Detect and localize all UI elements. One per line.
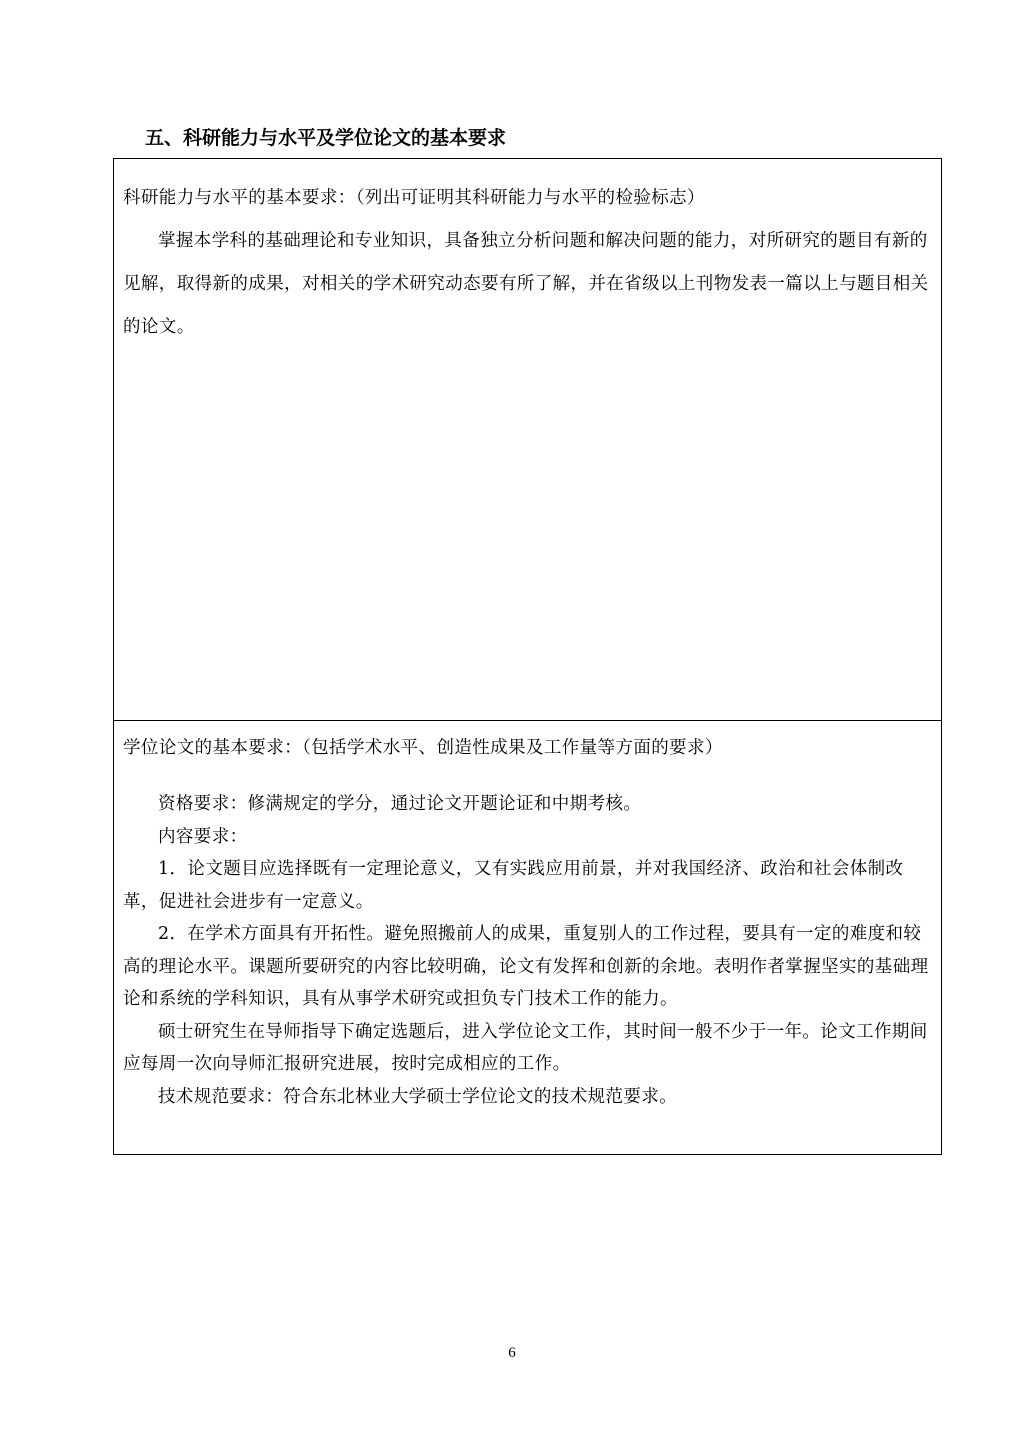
section-title: 五、科研能力与水平及学位论文的基本要求 [145,127,507,149]
content-requirements-heading: 内容要求： [158,826,248,847]
research-requirements-label: 科研能力与水平的基本要求：（列出可证明其科研能力与水平的检验标志） [123,188,705,208]
supervision-requirements: 硕士研究生在导师指导下确定选题后，进入学位论文工作，其时间一般不少于一年。论文工作期间应每周一次向导师汇报研究进展，按时完成相应的工作。 [123,1021,928,1074]
row-divider [114,720,941,721]
research-requirements-cell [123,177,935,349]
content-requirement-item-2: 2．在学术方面具有开拓性。避免照搬前人的成果，重复别人的工作过程，要具有一定的难度和较高的理论水平。课题所要研究的内容比较明确，论文有发挥和创新的余地。表明作者掌握坚实的基础理论和系统的学科知识，具有从事学术研究或担负专门技术工作的能力。 [123,924,929,1009]
technical-standard-requirements: 技术规范要求：符合东北林业大学硕士学位论文的技术规范要求。 [158,1086,678,1107]
research-requirements-content: 掌握本学科的基础理论和专业知识，具备独立分析问题和解决问题的能力，对所研究的题目有新的见解，取得新的成果，对相关的学术研究动态要有所了解，并在省级以上刊物发表一篇以上与题目相关的论文。 [123,231,929,337]
page-number: 6 [508,1345,516,1361]
qualification-requirements: 资格要求：修满规定的学分，通过论文开题论证和中期考核。 [158,794,642,814]
requirements-table [113,158,942,1155]
thesis-requirements-label: 学位论文的基本要求：（包括学术水平、创造性成果及工作量等方面的要求） [123,738,723,758]
thesis-requirements-cell [123,734,935,1113]
content-requirement-item-1: 1．论文题目应选择既有一定理论意义，又有实践应用前景，并对我国经济、政治和社会体制改革，促进社会进步有一定意义。 [123,859,904,912]
spacer [123,762,935,788]
